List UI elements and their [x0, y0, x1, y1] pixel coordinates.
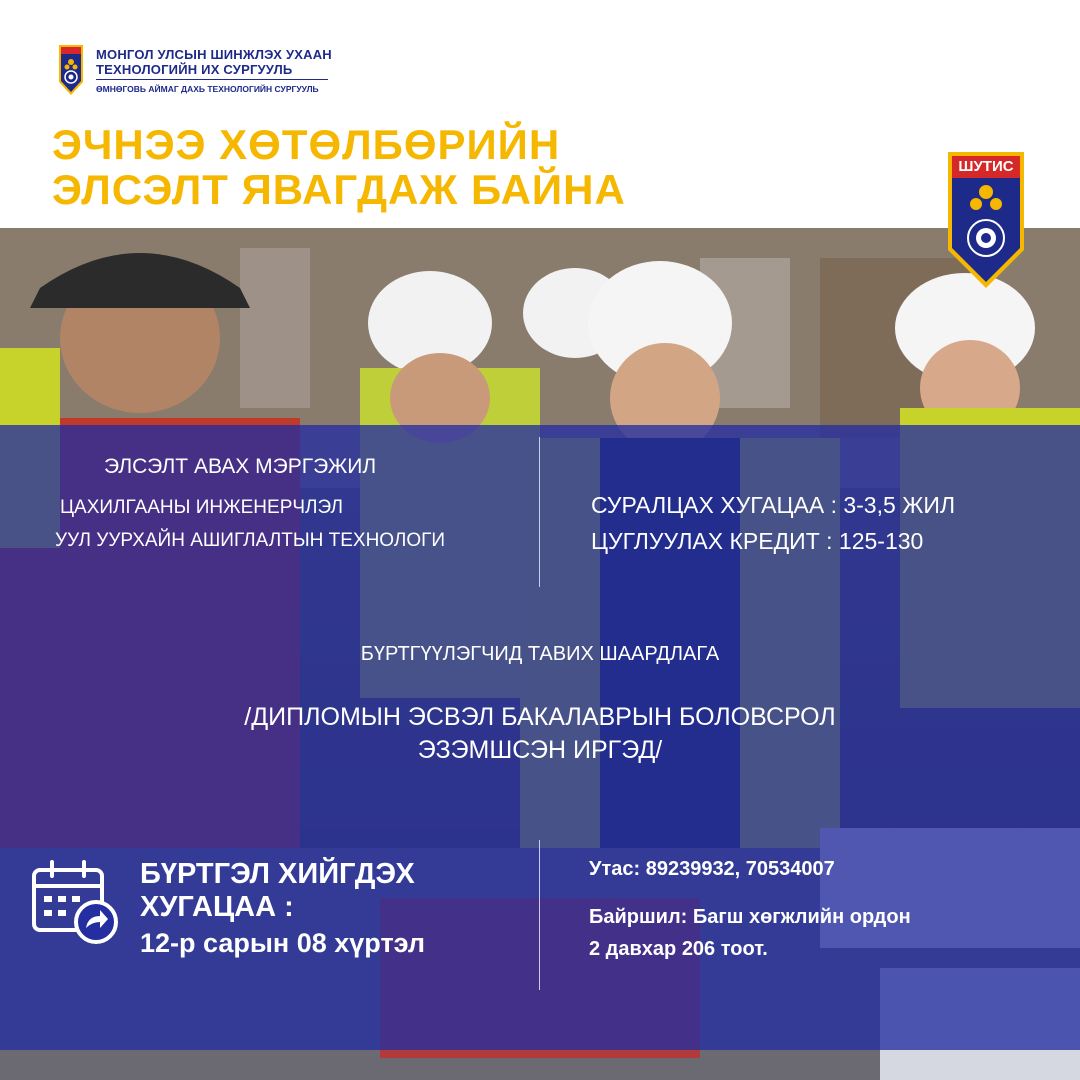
- requirements-line1: /ДИПЛОМЫН ЭСВЭЛ БАКАЛАВРЫН БОЛОВСРОЛ: [244, 703, 836, 731]
- registration-title-line1: БҮРТГЭЛ ХИЙГДЭХ: [140, 858, 415, 890]
- headline-line2: ЭЛСЭЛТ ЯВАГДАЖ БАЙНА: [52, 166, 626, 213]
- university-logo-icon: [58, 44, 84, 96]
- emblem-label: ШУТИС: [958, 158, 1014, 175]
- headline-line1: ЭЧНЭЭ ХӨТӨЛБӨРИЙН: [52, 121, 561, 168]
- registration-deadline: 12-р сарын 08 хүртэл: [140, 928, 426, 958]
- major-item-electrical: ЦАХИЛГААНЫ ИНЖЕНЕРЧЛЭЛ: [60, 497, 343, 518]
- majors-title: ЭЛСЭЛТ АВАХ МЭРГЭЖИЛ: [104, 455, 377, 478]
- major-item-mining: УУЛ УУРХАЙН АШИГЛАЛТЫН ТЕХНОЛОГИ: [55, 530, 446, 551]
- study-credit: ЦУГЛУУЛАХ КРЕДИТ : 125-130: [591, 528, 924, 554]
- contact-phone: Утас: 89239932, 70534007: [589, 858, 835, 880]
- header-divider: [96, 79, 328, 80]
- university-name-line1: МОНГОЛ УЛСЫН ШИНЖЛЭХ УХААН: [96, 47, 332, 62]
- registration-title-line2: ХУГАЦАА :: [140, 891, 294, 923]
- header: [0, 0, 1080, 228]
- headline: [52, 122, 626, 212]
- school-name: ӨМНӨГОВЬ АЙМАГ ДАХЬ ТЕХНОЛОГИЙН СУРГУУЛЬ: [96, 84, 319, 94]
- requirements-title: БҮРТГҮҮЛЭГЧИД ТАВИХ ШААРДЛАГА: [360, 643, 720, 665]
- contact-location-line2: 2 давхар 206 тоот.: [589, 938, 768, 960]
- vertical-divider-top: [539, 437, 540, 587]
- calendar-clock-icon: [30, 858, 120, 946]
- requirements-line2: ЭЗЭМШСЭН ИРГЭД/: [417, 736, 663, 764]
- study-duration: СУРАЛЦАХ ХУГАЦАА : 3-3,5 ЖИЛ: [591, 492, 956, 518]
- contact-location-line1: Байршил: Багш хөгжлийн ордон: [589, 906, 911, 928]
- university-name-line2: ТЕХНОЛОГИЙН ИХ СУРГУУЛЬ: [96, 62, 293, 77]
- vertical-divider-bottom: [539, 840, 540, 990]
